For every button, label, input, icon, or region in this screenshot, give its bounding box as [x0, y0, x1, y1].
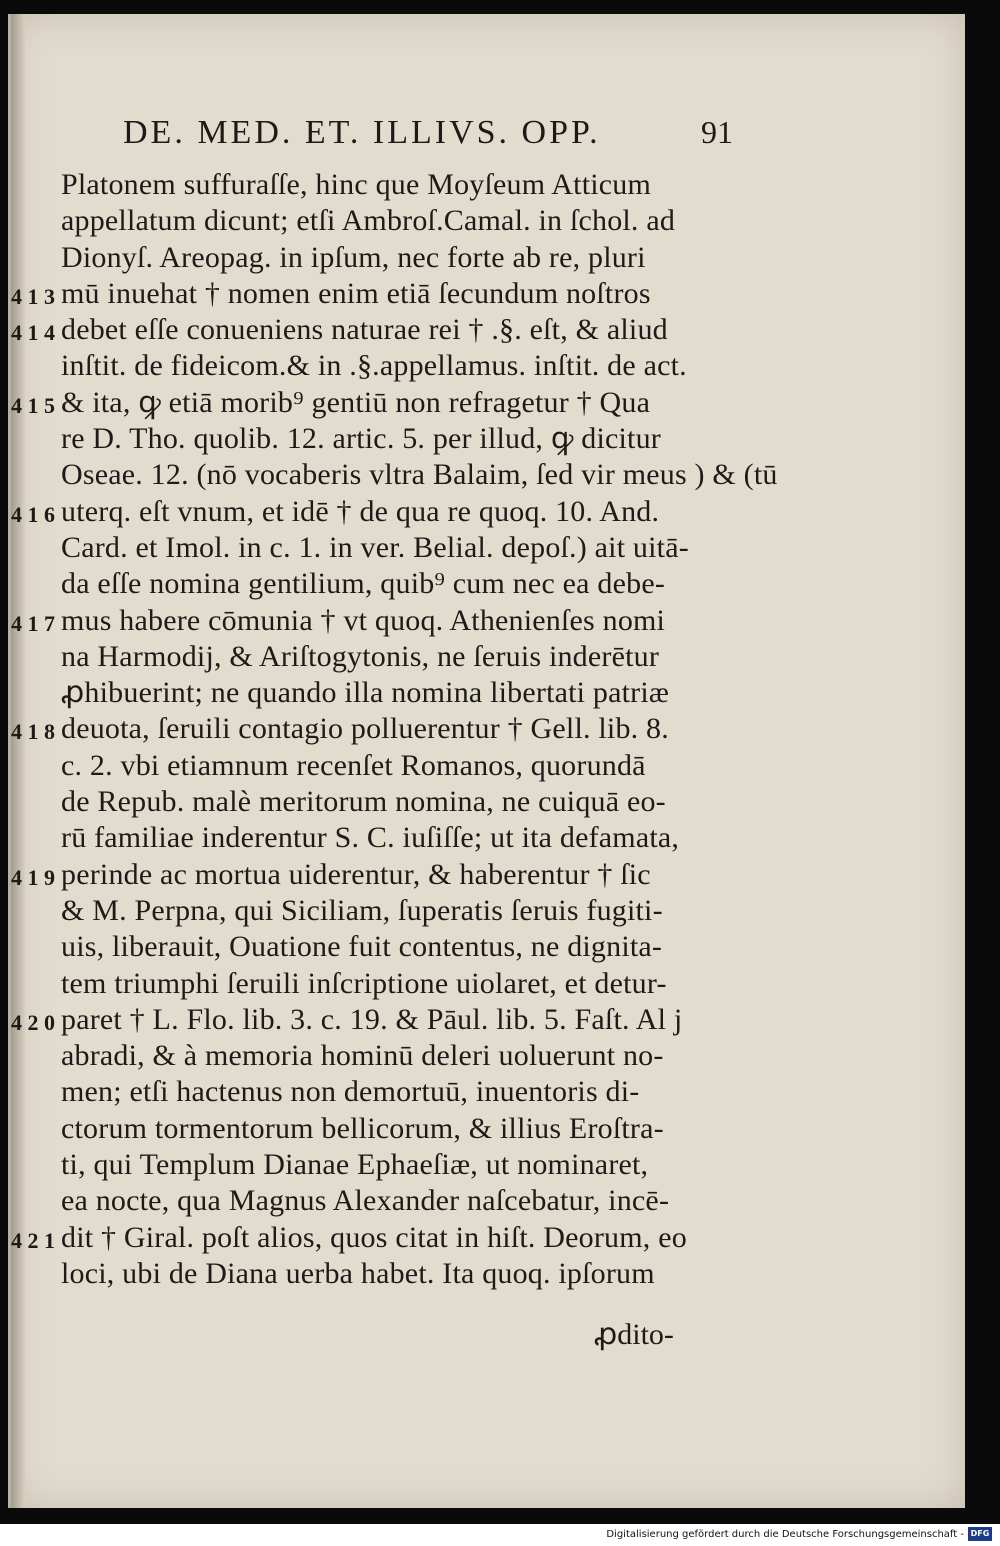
line-text: Oseae. 12. (nō vocaberis vltra Balaim, ſed vir meus ) & (tū: [61, 458, 778, 492]
text-line: [11, 1002, 965, 1038]
line-text: ꝓhibuerint; ne quando illa nomina libertati patriæ: [61, 676, 670, 710]
line-text: tem triumphi ſeruili inſcriptione uiolaret, et detur-: [61, 966, 667, 1000]
text-line: [11, 1256, 965, 1292]
marginal-note-number: 4 2 0: [11, 1009, 55, 1035]
text-line: [11, 784, 965, 820]
line-text: Card. et Imol. in c. 1. in ver. Belial. depoſ.) ait uitā-: [61, 530, 689, 564]
marginal-note-number: 4 1 9: [11, 864, 55, 890]
text-line: [11, 457, 965, 493]
text-line: [11, 348, 965, 384]
text-line: [11, 966, 965, 1002]
text-line: [11, 820, 965, 856]
line-text: uterq. eſt vnum, et idē † de qua re quoq. 10. And.: [61, 494, 660, 528]
text-line: [11, 566, 965, 602]
line-text: loci, ubi de Diana uerba habet. Ita quoq. ipſorum: [61, 1256, 655, 1290]
text-line: [11, 203, 965, 239]
text-line: [11, 1183, 965, 1219]
text-line: [11, 603, 965, 639]
book-page: [8, 14, 965, 1508]
marginal-note-number: 4 1 8: [11, 719, 55, 745]
text-line: [11, 1074, 965, 1110]
funding-credit: Digitalisierung gefördert durch die Deutsche Forschungsgemeinschaft -: [606, 1529, 964, 1540]
text-line: [11, 276, 965, 312]
text-line: [11, 312, 965, 348]
line-text: inſtit. de fideicom.& in .§.appellamus. inſtit. de act.: [61, 349, 687, 383]
marginal-note-number: 4 2 1: [11, 1227, 55, 1253]
line-text: ti, qui Templum Dianae Ephaeſiæ, ut nominaret,: [61, 1148, 649, 1182]
marginal-note-number: 4 1 5: [11, 392, 55, 418]
line-text: dit † Giral. poſt alios, quos citat in hiſt. Deorum, eo: [61, 1220, 687, 1254]
line-text: ctorum tormentorum bellicorum, & illius Eroſtra-: [61, 1111, 664, 1145]
line-text: men; etſi hactenus non demortuū, inuentoris di-: [61, 1075, 640, 1109]
line-text: Dionyſ. Areopag. in ipſum, nec forte ab re, pluri: [61, 240, 646, 274]
line-text: mus habere cōmunia † vt quoq. Athenienſes nomi: [61, 603, 666, 637]
line-text: deuota, ſeruili contagio polluerentur † Gell. lib. 8.: [61, 712, 669, 746]
text-line: [11, 711, 965, 747]
text-line: [11, 1111, 965, 1147]
line-text: perinde ac mortua uiderentur, & haberentur † ſic: [61, 857, 651, 891]
marginal-note-number: 4 1 3: [11, 283, 55, 309]
line-text: & ita, ꝙ etiā morib⁹ gentiū non refragetur † Qua: [61, 385, 651, 419]
line-text: uis, liberauit, Ouatione fuit contentus, ne dignita-: [61, 930, 663, 964]
text-line: [11, 530, 965, 566]
line-text: & M. Perpna, qui Siciliam, ſuperatis ſeruis fugiti-: [61, 893, 663, 927]
text-line: [11, 857, 965, 893]
catchword: ꝓdito-: [594, 1318, 674, 1351]
text-line: [11, 494, 965, 530]
text-line: [11, 421, 965, 457]
text-line: [11, 639, 965, 675]
line-text: abradi, & à memoria hominū deleri uoluerunt no-: [61, 1039, 664, 1073]
marginal-note-number: 4 1 7: [11, 610, 55, 636]
text-line: [11, 929, 965, 965]
line-text: c. 2. vbi etiamnum recenſet Romanos, quorundā: [61, 748, 646, 782]
line-text: na Harmodij, & Ariſtogytonis, ne ſeruis inderētur: [61, 639, 660, 673]
line-text: rū familiae inderentur S. C. iuſiſſe; ut ita defamata,: [61, 821, 680, 855]
line-text: debet eſſe conueniens naturae rei † .§. eſt, & aliud: [61, 313, 668, 347]
text-line: [11, 893, 965, 929]
text-line: [11, 1220, 965, 1256]
line-text: de Repub. malè meritorum nomina, ne cuiquā eo-: [61, 785, 666, 819]
text-line: [11, 748, 965, 784]
line-text: appellatum dicunt; etſi Ambroſ.Camal. in ſchol. ad: [61, 204, 676, 238]
line-text: Platonem suffuraſſe, hinc que Moyſeum Atticum: [61, 168, 652, 201]
text-line: [11, 240, 965, 276]
text-line: [11, 1147, 965, 1183]
line-text: re D. Tho. quolib. 12. artic. 5. per illud, ꝙ dicitur: [61, 422, 661, 456]
marginal-note-number: 4 1 4: [11, 320, 55, 346]
marginal-note-number: 4 1 6: [11, 501, 55, 527]
line-text: paret † L. Flo. lib. 3. c. 19. & Pāul. lib. 5. Faſt. Al j: [61, 1002, 683, 1036]
body-text: [11, 167, 965, 1292]
text-line: [11, 675, 965, 711]
running-title: DE. MED. ET. ILLIVS. OPP.: [123, 114, 601, 151]
dfg-logo: DFG: [968, 1527, 992, 1541]
line-text: da eſſe nomina gentilium, quib⁹ cum nec ea debe-: [61, 567, 666, 601]
page-number: 91: [701, 114, 733, 150]
line-text: mū inuehat † nomen enim etiā ſecundum noſtros: [61, 276, 651, 310]
line-text: ea nocte, qua Magnus Alexander naſcebatur, incē-: [61, 1184, 670, 1218]
text-line: [11, 167, 965, 203]
text-line: [11, 1038, 965, 1074]
text-line: [11, 385, 965, 421]
